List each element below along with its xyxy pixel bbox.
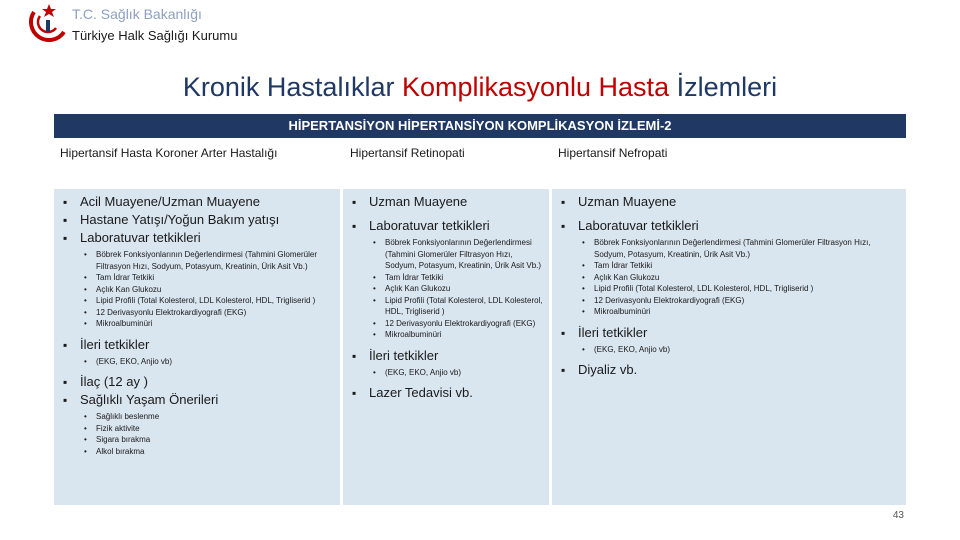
list-item-label: Laboratuvar tetkikleri [80, 230, 201, 245]
title-part2: Komplikasyonlu Hasta [401, 72, 677, 102]
sub-list [369, 237, 543, 341]
panel-nefropati [552, 189, 906, 505]
sub-list [80, 356, 334, 368]
sub-list-item: • Tam İdrar Tetkiki [578, 260, 900, 272]
sub-list-item: • 12 Derivasyonlu Elektrokardiyografi (EKG) [578, 295, 900, 307]
sub-list-item: • (EKG, EKO, Anjio vb) [80, 356, 334, 368]
sub-list-item: • Böbrek Fonksiyonlarının Değerlendirmesi (Tahmini Glomerüler Filtrasyon Hızı, Sodyum, Potasyum, Kreatinin, Ürik Asit Vb.) [80, 249, 334, 272]
list-item [558, 217, 900, 318]
sub-list-item: • 12 Derivasyonlu Elektrokardiyografi (EKG) [369, 318, 543, 330]
column-heading-retinopati: Hipertansif Retinopati [350, 146, 465, 160]
sub-list-item: • Fizik aktivite [80, 423, 334, 435]
list-item [558, 361, 900, 379]
title-part3: İzlemleri [676, 72, 778, 102]
list-item-label: Acil Muayene/Uzman Muayene [80, 194, 260, 209]
list-item [558, 193, 900, 211]
sub-list-item: • Tam İdrar Tetkiki [80, 272, 334, 284]
list-item [60, 336, 334, 368]
org-name-line1: T.C. Sağlık Bakanlığı [72, 6, 202, 22]
page-number: 43 [892, 510, 904, 521]
list-item [349, 384, 543, 402]
list-item-label: Laboratuvar tetkikleri [369, 218, 490, 233]
sub-list [80, 249, 334, 330]
sub-list-item: • Açlık Kan Glukozu [80, 284, 334, 296]
list-item [60, 211, 334, 229]
sub-list-item: • Alkol bırakma [80, 446, 334, 458]
sub-list-item: • (EKG, EKO, Anjio vb) [369, 367, 543, 379]
list-item-label: Sağlıklı Yaşam Önerileri [80, 392, 219, 407]
sub-list-item: • Böbrek Fonksiyonlarının Değerlendirmesi (Tahmini Glomerüler Filtrasyon Hızı, Sodyum, Potasyum, Kreatinin, Ürik Asit Vb.) [369, 237, 543, 272]
main-list [558, 193, 900, 379]
list-item-label: Diyaliz vb. [578, 362, 638, 377]
panel-retinopati [343, 189, 549, 505]
sub-list-item: • Sağlıklı beslenme [80, 411, 334, 423]
sub-list-item: • 12 Derivasyonlu Elektrokardiyografi (EKG) [80, 307, 334, 319]
list-item [558, 324, 900, 356]
sub-list-item: • Mikroalbuminüri [578, 306, 900, 318]
list-item-label: Lazer Tedavisi vb. [369, 385, 473, 400]
list-item [349, 193, 543, 211]
list-item-label: İleri tetkikler [578, 324, 648, 340]
sub-list-item: • Lipid Profili (Total Kolesterol, LDL Kolesterol, HDL, Trigliserid ) [369, 295, 543, 318]
list-item [349, 347, 543, 379]
sub-list-item: • Lipid Profili (Total Kolesterol, LDL Kolesterol, HDL, Trigliserid ) [80, 295, 334, 307]
sub-list [578, 344, 900, 356]
list-item-label: İleri tetkikler [369, 347, 439, 363]
column-heading-nefropati: Hipertansif Nefropati [558, 146, 668, 160]
sub-list-item: • Tam İdrar Tetkiki [369, 272, 543, 284]
title-part1: Kronik Hastalıklar [182, 72, 402, 102]
sub-list [578, 237, 900, 318]
sub-list-item: • Açlık Kan Glukozu [369, 283, 543, 295]
sub-list-item: • Lipid Profili (Total Kolesterol, LDL Kolesterol, HDL, Trigliserid ) [578, 283, 900, 295]
sub-list-item: • Sigara bırakma [80, 434, 334, 446]
page-title [0, 72, 960, 103]
sub-list-item: • Açlık Kan Glukozu [578, 272, 900, 284]
sub-list-item: • Mikroalbuminüri [80, 318, 334, 330]
org-name-line2: Türkiye Halk Sağlığı Kurumu [72, 28, 238, 43]
sub-list-item: • Böbrek Fonksiyonlarının Değerlendirmesi (Tahmini Glomerüler Filtrasyon Hızı, Sodyum, Potasyum, Kreatinin, Ürik Asit Vb.) [578, 237, 900, 260]
ministry-logo-icon [24, 2, 72, 46]
sub-list [80, 411, 334, 457]
list-item [60, 391, 334, 457]
list-item-label: İleri tetkikler [80, 336, 150, 352]
main-list [349, 193, 543, 402]
list-item-label: Laboratuvar tetkikleri [578, 218, 699, 233]
list-item [60, 193, 334, 211]
column-heading-koroner: Hipertansif Hasta Koroner Arter Hastalığı [60, 146, 278, 160]
section-banner: HİPERTANSİYON HİPERTANSİYON KOMPLİKASYON İZLEMİ-2 [54, 114, 906, 138]
list-item-label: Uzman Muayene [369, 194, 468, 209]
list-item-label: Hastane Yatışı/Yoğun Bakım yatışı [80, 212, 280, 227]
list-item-label: İlaç (12 ay ) [80, 374, 148, 389]
sub-list [369, 367, 543, 379]
panel-koroner [54, 189, 340, 505]
sub-list-item: • (EKG, EKO, Anjio vb) [578, 344, 900, 356]
list-item [60, 373, 334, 391]
list-item [349, 217, 543, 341]
list-item [60, 229, 334, 330]
sub-list-item: • Mikroalbuminüri [369, 329, 543, 341]
list-item-label: Uzman Muayene [578, 194, 677, 209]
main-list [60, 193, 334, 457]
